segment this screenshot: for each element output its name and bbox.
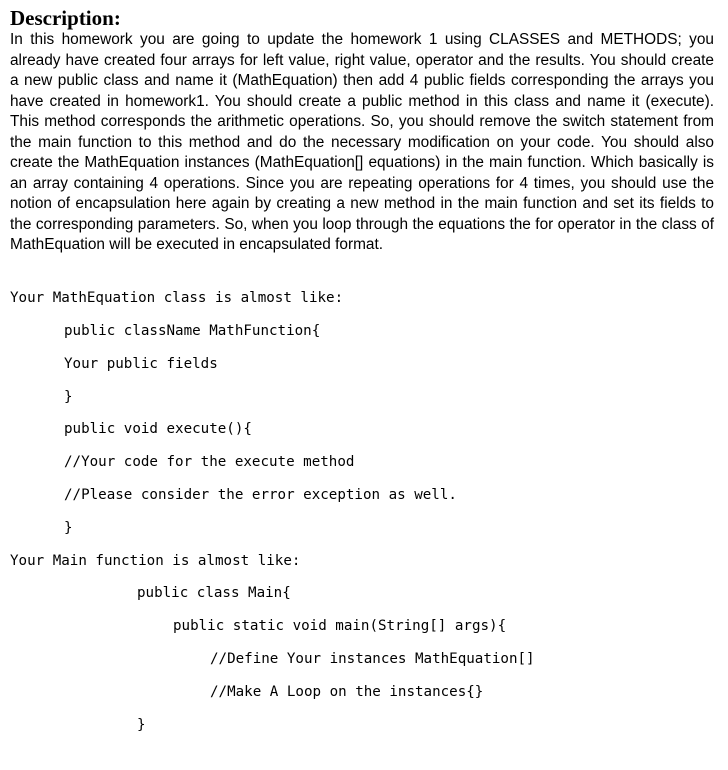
class-intro: Your MathEquation class is almost like: [10, 290, 344, 306]
main-intro: Your Main function is almost like: [10, 553, 301, 569]
code-line: } [137, 717, 146, 733]
heading: Description: [10, 6, 121, 30]
code-line: //Make A Loop on the instances{} [210, 684, 484, 700]
code-line: public className MathFunction{ [64, 323, 321, 339]
code-line: Your public fields [64, 356, 218, 372]
description-paragraph: In this homework you are going to update the homework 1 using CLASSES and METHODS; you already have created four arrays for left value, right value, operator and the results. You should create a new public class and name it (MathEquation) then add 4 public fields corresponding the arrays you have created in homework1. You should create a public method in this class and name it (execute). This method corresponds the arithmetic operations. So, you should remove the switch statement from the main function to this method and do the necessary modification on your code. You should also create the MathEquation instances (MathEquation[] equations) in the main function. Which basically is an array containing 4 operations. Since you are repeating operations for 4 times, you should use the notion of encapsulation here again by creating a new method in the main function and set its fields to the corresponding parameters. So, when you loop through the equations the for operator in the class of MathEquation will be executed in encapsulated format. [10, 31, 714, 253]
code-line: } [64, 520, 73, 536]
code-line: } [64, 389, 73, 405]
code-line: public void execute(){ [64, 421, 252, 437]
code-line: //Define Your instances MathEquation[] [210, 651, 535, 667]
code-line: public class Main{ [137, 585, 291, 601]
code-line: //Please consider the error exception as well. [64, 487, 457, 503]
code-line: public static void main(String[] args){ [173, 618, 507, 634]
code-line: //Your code for the execute method [64, 454, 355, 470]
